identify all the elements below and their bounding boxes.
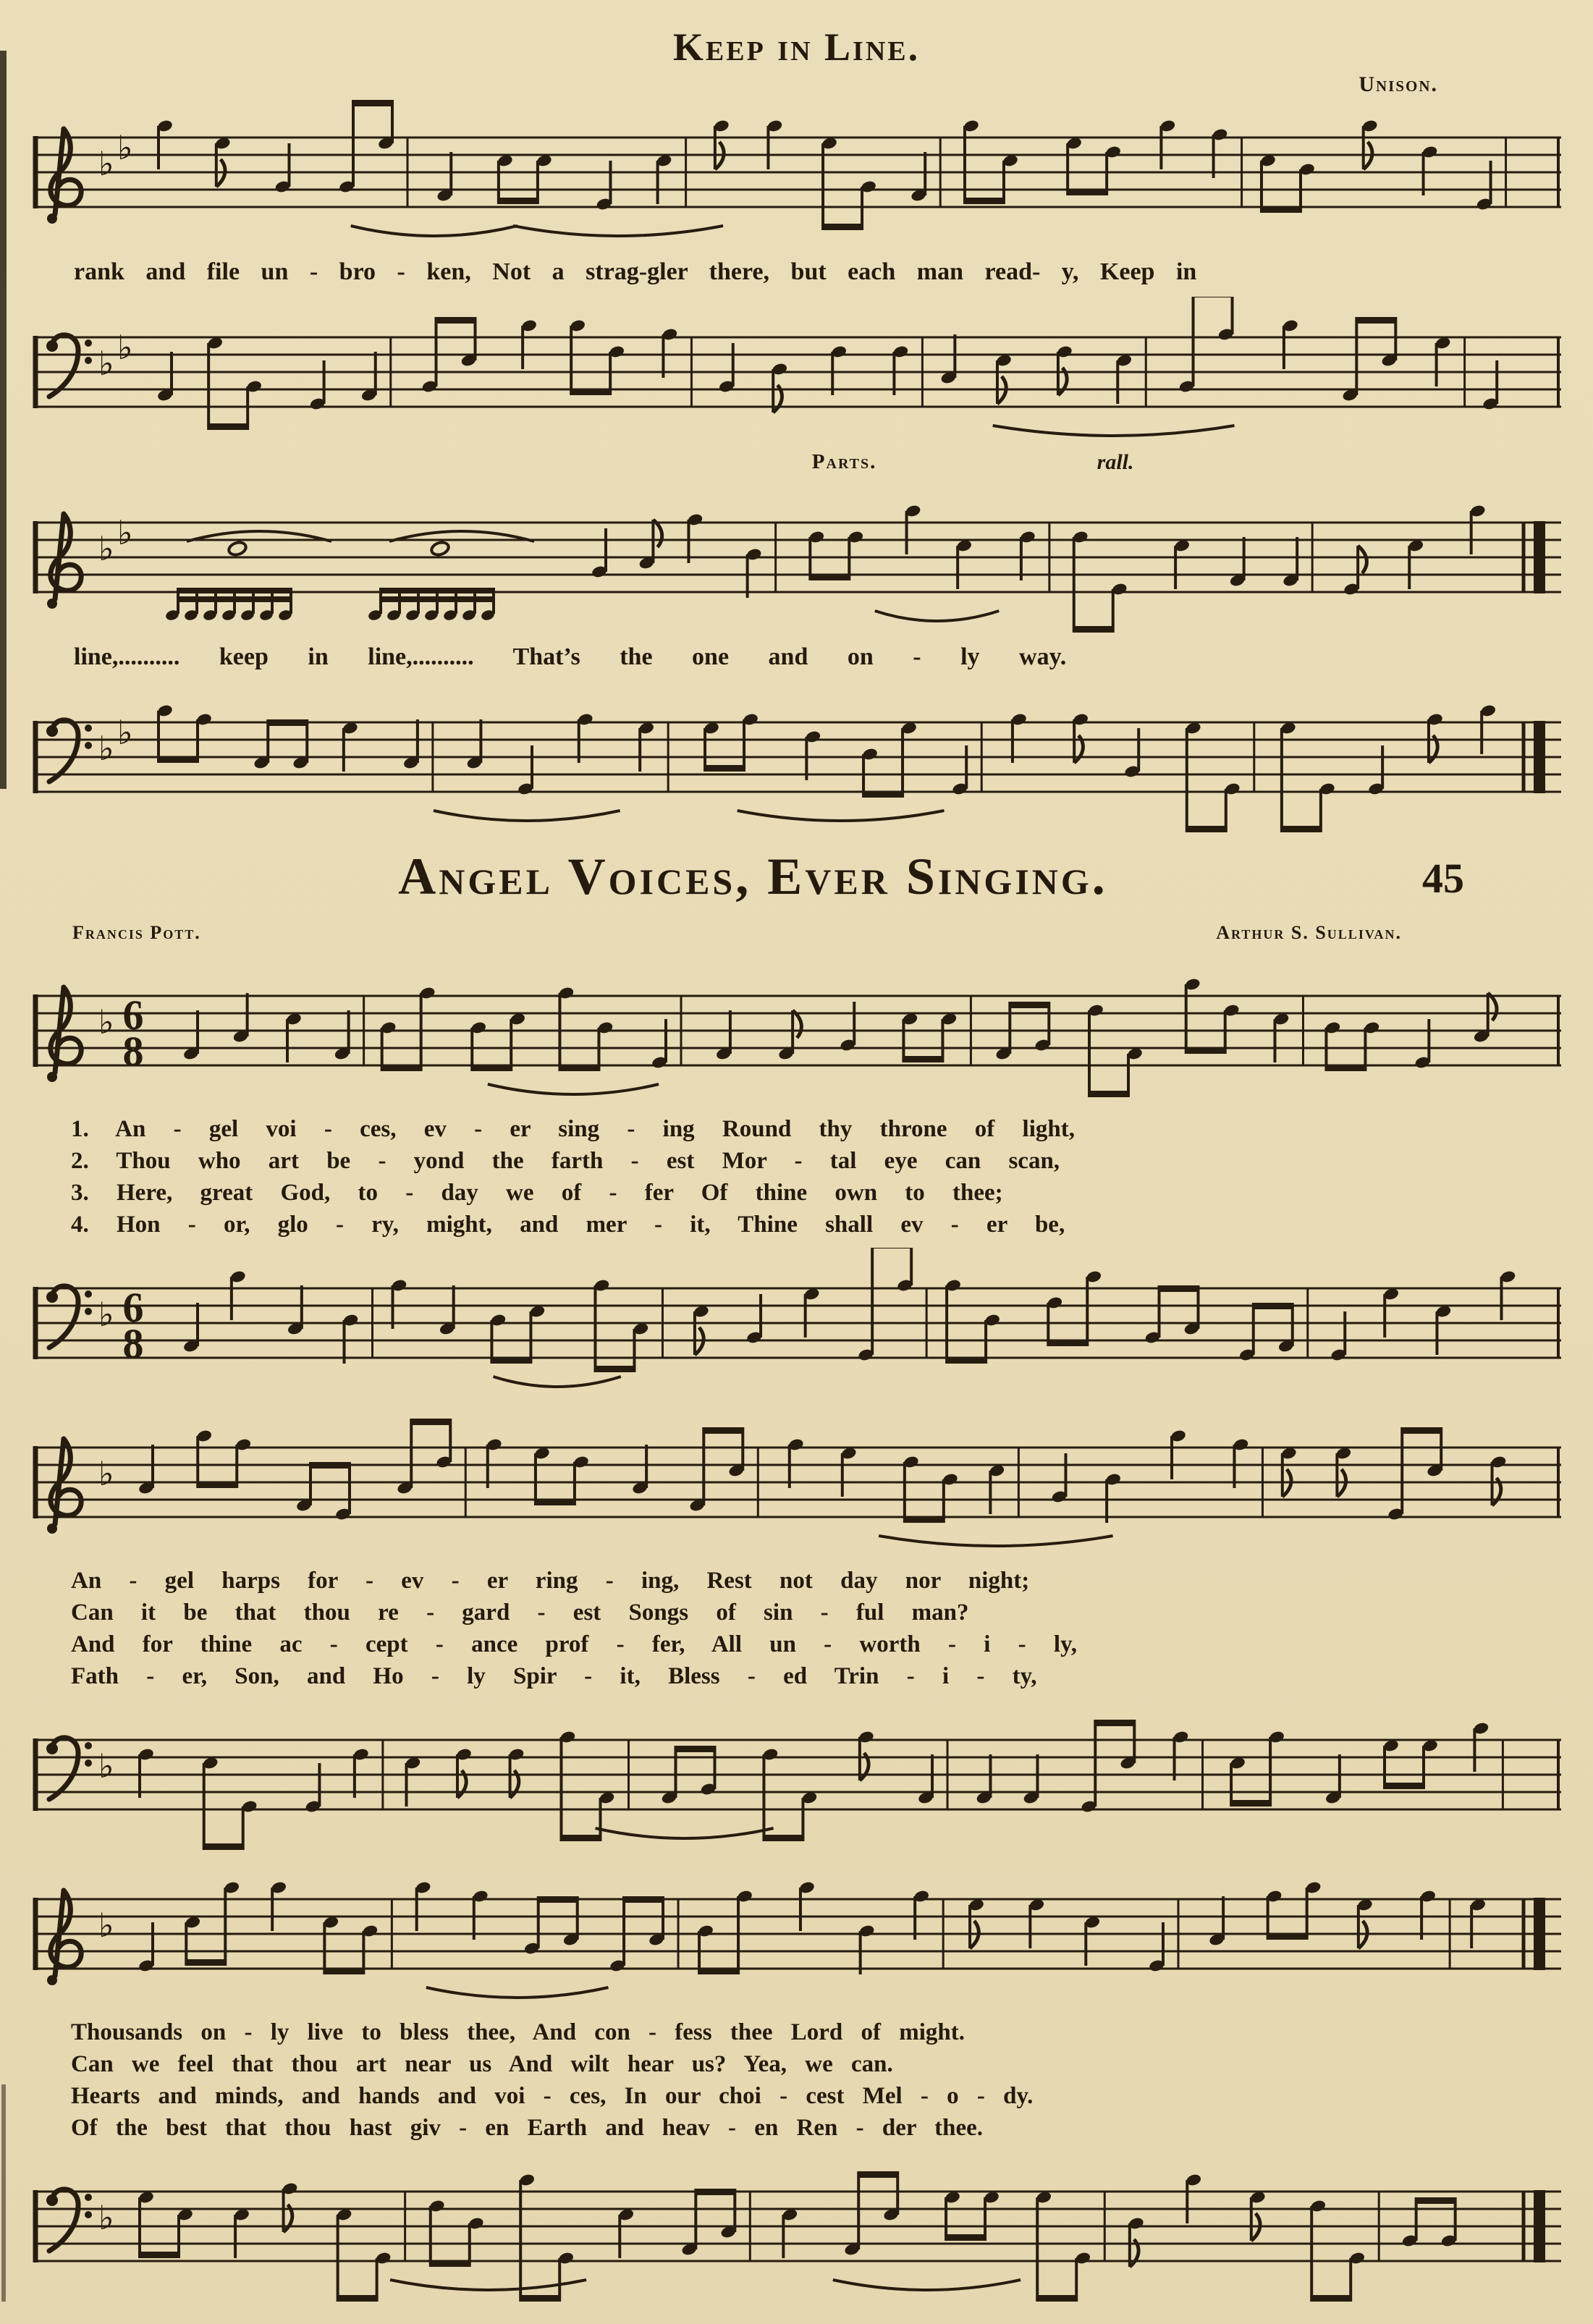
key-signature-flats [98, 1906, 114, 1945]
bass-staff [26, 2151, 1567, 2304]
slur [596, 1828, 774, 1838]
staff-system-5 [26, 955, 1567, 1109]
svg-text:♭: ♭ [117, 713, 133, 752]
slur [993, 426, 1235, 436]
staff-system-1 [26, 97, 1567, 250]
treble-clef-icon [47, 514, 81, 609]
slur [493, 1377, 620, 1387]
verse-block-2 [26, 1565, 1567, 1692]
slur [513, 226, 723, 236]
treble-clef-icon [47, 1890, 81, 1985]
svg-text:♭: ♭ [98, 1906, 114, 1945]
bass-staff [26, 682, 1567, 835]
treble-staff [26, 1859, 1567, 2012]
svg-text:6: 6 [122, 1284, 144, 1331]
verse-line: Of the best that thou hast giv - en Earth and heav - en Ren - der thee. [71, 2115, 984, 2141]
lyric-line-2: line,.......... keep in line,.......... That’s the one and on - ly way. [74, 643, 1067, 670]
treble-staff [26, 482, 1567, 635]
svg-text:♭: ♭ [98, 1002, 114, 1041]
slur [488, 1084, 659, 1094]
key-signature-flats [98, 1295, 114, 1334]
staff-system-9 [26, 1859, 1567, 2012]
treble-staff [26, 97, 1567, 250]
svg-text:♭: ♭ [98, 1454, 114, 1493]
key-signature-flats [98, 1454, 114, 1493]
verse-line: Thousands on - ly live to bless thee, And con - fess thee Lord of might. [71, 2019, 965, 2045]
svg-text:6: 6 [122, 992, 144, 1039]
treble-staff [26, 1407, 1567, 1560]
svg-text:♭: ♭ [98, 1746, 114, 1786]
song2-title-row [26, 847, 1567, 922]
lyric-line-1: rank and file un - bro - ken, Not a strag-gler there, but each man read- y, Keep in [74, 258, 1197, 285]
verse-line: Hearts and minds, and hands and voi - ces, In our choi - cest Mel - o - dy. [71, 2083, 1034, 2109]
bass-clef-icon [46, 720, 92, 782]
svg-text:♭: ♭ [98, 1295, 114, 1334]
svg-text:♭: ♭ [98, 2198, 114, 2237]
verse-line: 4. Hon - or, glo - ry, might, and mer - it, Thine shall ev - er be, [71, 1212, 1065, 1238]
parts-label: Parts. [811, 450, 877, 473]
bass-staff [26, 1248, 1567, 1401]
verse-line: Can we feel that thou art near us And wilt hear us? Yea, we can. [71, 2051, 893, 2077]
music-notes [182, 1248, 1516, 1387]
svg-text:8: 8 [122, 1320, 144, 1367]
unison-label: Unison. [1359, 72, 1438, 96]
binding-edge-lower [1, 2084, 6, 2302]
music-notes [156, 100, 1505, 236]
credits-row [26, 922, 1567, 955]
composer-credit: Arthur S. Sullivan. [1216, 922, 1402, 943]
music-notes [156, 297, 1499, 436]
staff-system-8 [26, 1699, 1567, 1853]
slur [351, 226, 517, 236]
staff-system-3 [26, 482, 1567, 635]
staff-system-4 [26, 682, 1567, 835]
verse-line: 3. Here, great God, to - day we of - fer Of thine own to thee; [71, 1180, 1003, 1206]
treble-clef-icon [47, 129, 81, 224]
slur [875, 611, 999, 621]
treble-clef-icon [47, 1439, 81, 1534]
slur [738, 811, 945, 821]
staff-system-2 [26, 297, 1567, 450]
verse-line: And for thine ac - cept - ance prof - fer, All un - worth - i - ly, [71, 1631, 1077, 1657]
slur [833, 2280, 1021, 2290]
verse-line: Can it be that thou re - gard - est Songs of sin - ful man? [71, 1600, 969, 1626]
svg-text:♭: ♭ [117, 128, 133, 167]
bass-clef-icon [46, 335, 92, 397]
key-signature-flats [98, 1746, 114, 1786]
slur [434, 811, 620, 821]
svg-text:♭: ♭ [98, 729, 114, 768]
verse-block-3 [26, 2016, 1567, 2144]
svg-text:♭: ♭ [98, 344, 114, 383]
bass-clef-icon [46, 1286, 92, 1348]
hymn-number: 45 [1422, 855, 1464, 902]
author-credit: Francis Pott. [72, 922, 201, 943]
staff-system-6 [26, 1248, 1567, 1401]
key-signature-flats [98, 1002, 114, 1041]
verse-line: 2. Thou who art be - yond the farth - est Mor - tal eye can scan, [71, 1148, 1060, 1174]
time-signature [123, 1284, 144, 1367]
time-signature [123, 992, 144, 1075]
verse-line: 1. An - gel voi - ces, ev - er sing - ing Round thy throne of light, [71, 1116, 1075, 1142]
verse-line: An - gel harps for - ev - er ring - ing, Rest not day nor night; [71, 1568, 1030, 1594]
key-signature-flats [98, 2198, 114, 2237]
slur [426, 1987, 609, 1998]
svg-text:8: 8 [122, 1028, 144, 1075]
staff-system-7 [26, 1407, 1567, 1560]
svg-text:♭: ♭ [117, 328, 133, 367]
verse-block-1 [26, 1113, 1567, 1241]
staff-system-10 [26, 2151, 1567, 2304]
rall-label: rall. [1096, 450, 1134, 474]
tempo-labels-row [26, 450, 1567, 482]
treble-staff [26, 955, 1567, 1109]
svg-text:♭: ♭ [98, 144, 114, 183]
treble-clef-icon [47, 987, 81, 1082]
binding-edge [0, 51, 7, 789]
svg-text:♭: ♭ [117, 513, 133, 552]
svg-text:♭: ♭ [98, 529, 114, 568]
song1-title: Keep in Line. [672, 25, 921, 69]
bass-staff [26, 297, 1567, 450]
bass-clef-icon [46, 1738, 92, 1799]
slur [390, 2280, 586, 2290]
verse-line: Fath - er, Son, and Ho - ly Spir - it, Bless - ed Trin - i - ty, [71, 1663, 1037, 1689]
song2-title: Angel Voices, Ever Singing. [398, 848, 1108, 905]
slur [879, 1536, 1112, 1546]
bass-clef-icon [46, 2189, 92, 2251]
bass-staff [26, 1699, 1567, 1853]
